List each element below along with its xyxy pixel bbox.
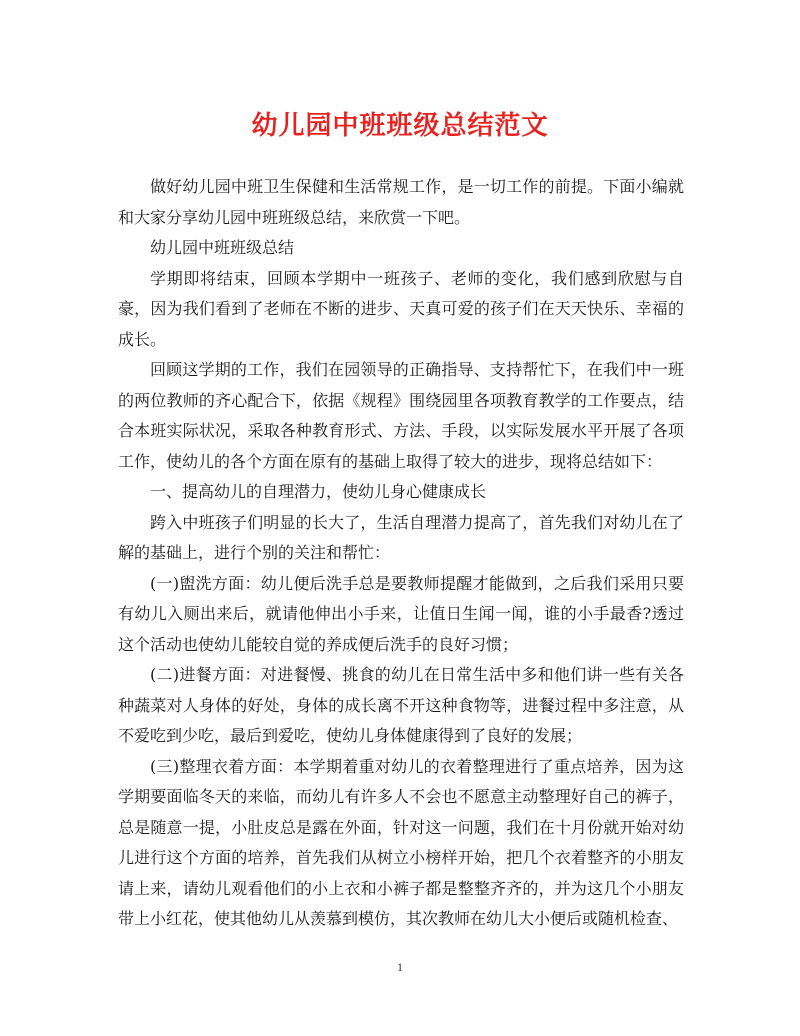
- paragraph-clothing: (三)整理衣着方面：本学期着重对幼儿的衣着整理进行了重点培养，因为这学期要面临冬天的来临，而幼儿有许多人不会也不愿意主动整理好自己的裤子，总是随意一提，小肚皮总是露在外面，针对这一问题，我们在十月份就开始对幼儿进行这个方面的培养，首先我们从树立小榜样开始，把几个衣着整齐的小朋友请上来，请幼儿观看他们的小上衣和小裤子都是整整齐齐的，并为这几个小朋友带上小红花，使其他幼儿从羡慕到模仿，其次教师在幼儿大小便后或随机检查、: [118, 756, 684, 928]
- page-number: 1: [397, 960, 403, 974]
- paragraph-work-review: 回顾这学期的工作，我们在园领导的正确指导、支持帮忙下，在我们中一班的两位教师的齐心配合下，依据《规程》围绕园里各项教育教学的工作要点，结合本班实际状况，采取各种教育形式、方法、手段，以实际发展水平开展了各项工作，使幼儿的各个方面在原有的基础上取得了较大的进步，现将总结如下：: [118, 360, 684, 471]
- page-title: 幼儿园中班班级总结范文: [251, 111, 549, 141]
- paragraph-self-care: 跨入中班孩子们明显的长大了，生活自理潜力提高了，首先我们对幼儿在了解的基础上，进行个别的关注和帮忙：: [118, 512, 684, 562]
- paragraph-eating: (二)进餐方面：对进餐慢、挑食的幼儿在日常生活中多和他们讲一些有关各种蔬菜对人身体的好处，身体的成长离不开这种食物等，进餐过程中多注意，从不爱吃到少吃，最后到爱吃，使幼儿身体健康得到了良好的发展；: [118, 665, 684, 745]
- section-heading-1: 一、提高幼儿的自理潜力，使幼儿身心健康成长: [150, 482, 487, 501]
- paragraph-subtitle: 幼儿园中班班级总结: [150, 238, 295, 257]
- document-body: [118, 172, 684, 935]
- paragraph-review: 学期即将结束，回顾本学期中一班孩子、老师的变化，我们感到欣慰与自豪，因为我们看到了老师在不断的进步、天真可爱的孩子们在天天快乐、幸福的成长。: [118, 268, 684, 349]
- paragraph-intro: 做好幼儿园中班卫生保健和生活常规工作，是一切工作的前提。下面小编就和大家分享幼儿园中班班级总结，来欣赏一下吧。: [118, 177, 684, 227]
- paragraph-washing: (一)盥洗方面：幼儿便后洗手总是要教师提醒才能做到，之后我们采用只要有幼儿入厕出来后，就请他伸出小手来，让值日生闻一闻，谁的小手最香?透过这个活动也使幼儿能较自觉的养成便后洗手的良好习惯；: [118, 573, 684, 654]
